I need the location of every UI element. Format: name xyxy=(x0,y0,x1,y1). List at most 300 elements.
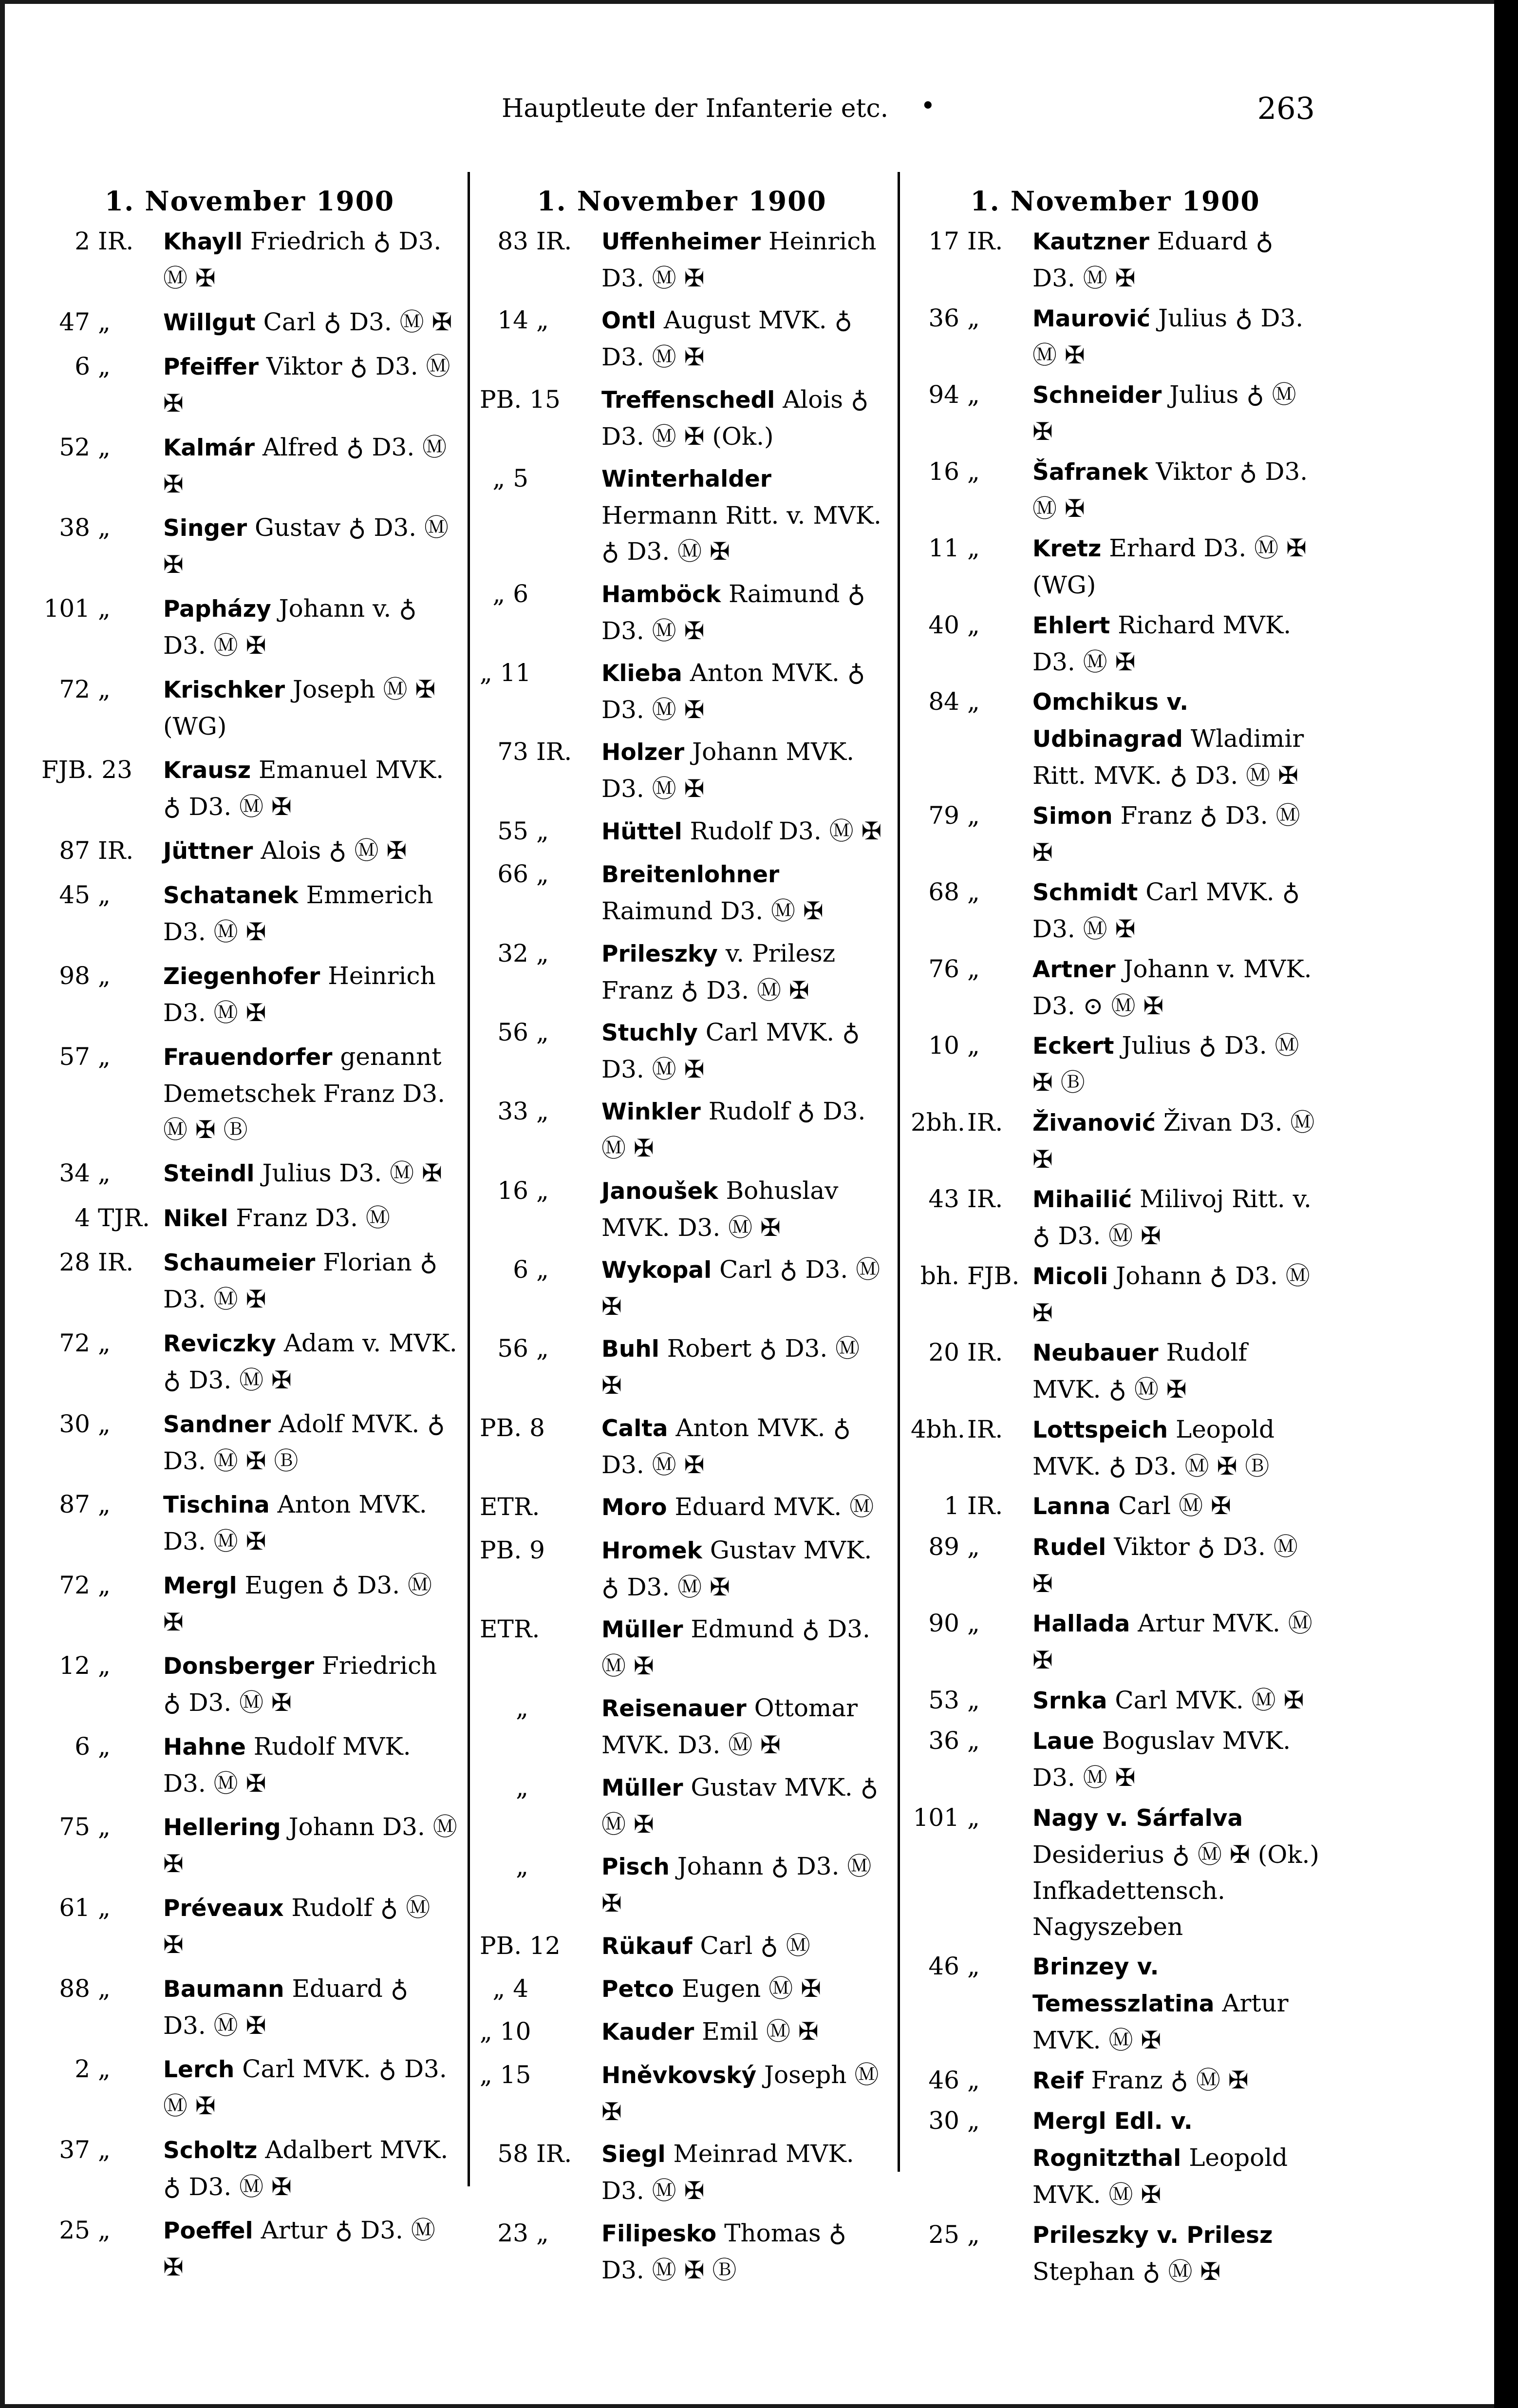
officer-details: Leopold MVK. ♁ D3. Ⓜ ✠ Ⓑ xyxy=(1032,1415,1275,1480)
unit-type: „ xyxy=(967,687,980,716)
officer-details: Julius ♁ D3. Ⓜ ✠ xyxy=(1032,303,1304,369)
unit-label xyxy=(41,877,156,913)
unit-type: IR. xyxy=(536,738,572,766)
officer-details: Emanuel MVK. ♁ D3. Ⓜ ✠ xyxy=(163,756,444,821)
officer-surname: Stuchly xyxy=(601,1019,698,1046)
entry-text xyxy=(1032,683,1320,794)
unit-number: 12 xyxy=(59,1651,90,1680)
officer-surname: Siegl xyxy=(601,2141,666,2168)
officer-surname: Tischina xyxy=(163,1492,270,1519)
entry-text xyxy=(163,671,458,744)
entry-text xyxy=(601,2136,884,2209)
list-entry xyxy=(41,1244,458,1317)
unit-number: 55 xyxy=(497,816,528,845)
officer-surname: Kauder xyxy=(601,2019,694,2046)
unit-number: PB. 12 xyxy=(480,1931,561,1960)
unit-type: IR. xyxy=(536,227,572,255)
officer-surname: Donsberger xyxy=(163,1653,315,1680)
unit-type: „ xyxy=(967,534,980,562)
list-entry xyxy=(911,874,1320,947)
officer-surname: Omchikus v. Udbinagrad xyxy=(1032,689,1189,753)
list-entry xyxy=(480,1014,884,1087)
officer-surname: Ehlert xyxy=(1032,612,1110,639)
entry-text xyxy=(601,1330,884,1403)
list-entry xyxy=(911,1723,1320,1796)
list-entry xyxy=(911,223,1320,296)
officer-surname: Ontl xyxy=(601,307,656,335)
unit-number: 17 xyxy=(928,227,959,255)
unit-number: 6 xyxy=(513,1255,528,1284)
list-entry xyxy=(41,429,458,502)
scan-edge xyxy=(1494,0,1518,2408)
list-entry xyxy=(911,1800,1320,1945)
unit-number: 30 xyxy=(59,1409,90,1438)
unit-label xyxy=(480,2215,594,2251)
entry-text xyxy=(1032,1181,1320,1254)
unit-type: „ xyxy=(98,1732,111,1761)
list-entry xyxy=(911,951,1320,1024)
list-entry xyxy=(911,377,1320,450)
officer-surname: Reviczky xyxy=(163,1330,276,1357)
unit-type: „ xyxy=(98,1490,111,1519)
officer-details: Milivoj Ritt. v. ♁ D3. Ⓜ ✠ xyxy=(1032,1185,1312,1250)
unit-number: bh. xyxy=(920,1261,959,1290)
unit-type: „ xyxy=(98,2055,111,2084)
unit-number: 61 xyxy=(59,1894,90,1922)
officer-surname: Kautzner xyxy=(1032,228,1149,255)
unit-label xyxy=(41,1039,156,1075)
unit-type: „ xyxy=(98,1813,111,1841)
unit-number: PB. 8 xyxy=(480,1413,545,1442)
entry-text xyxy=(163,1567,458,1640)
unit-number: 58 xyxy=(497,2140,528,2168)
list-entry xyxy=(41,510,458,583)
list-entry xyxy=(480,1611,884,1684)
officer-surname: Mihailić xyxy=(1032,1186,1132,1213)
entry-text xyxy=(163,1406,458,1479)
officer-surname: Schaumeier xyxy=(163,1250,316,1277)
entry-text xyxy=(601,1971,884,2008)
officer-details: Julius ♁ D3. Ⓜ ✠ Ⓑ xyxy=(1032,1031,1299,1097)
officer-surname: Breitenlohner xyxy=(601,861,780,889)
unit-number: 25 xyxy=(928,2220,959,2249)
officer-details: Viktor ♁ D3. Ⓜ ✠ xyxy=(1032,1532,1298,1598)
entry-text xyxy=(1032,377,1320,450)
list-entry xyxy=(480,1532,884,1605)
officer-surname: Singer xyxy=(163,515,247,542)
unit-number: 98 xyxy=(59,961,90,990)
unit-type: „ xyxy=(98,352,111,381)
list-entry xyxy=(911,683,1320,794)
officer-details: Johann MVK. D3. Ⓜ ✠ xyxy=(601,738,855,803)
unit-label xyxy=(41,2132,156,2168)
unit-label xyxy=(480,1690,594,1726)
unit-type: „ xyxy=(536,1176,549,1205)
unit-number: 36 xyxy=(928,303,959,332)
unit-number: 72 xyxy=(59,1571,90,1599)
unit-number: 2bh. xyxy=(911,1108,965,1137)
officer-details: Adam v. MVK. ♁ D3. Ⓜ ✠ xyxy=(163,1328,457,1394)
list-entry xyxy=(480,1489,884,1526)
officer-details: Viktor ♁ D3. Ⓜ ✠ xyxy=(163,352,450,418)
unit-number: 4 xyxy=(75,1203,90,1232)
entry-text xyxy=(1032,1488,1320,1525)
officer-surname: Frauendorfer xyxy=(163,1043,333,1071)
entry-text xyxy=(163,752,458,825)
officer-details: Johann v. MVK. D3. ⊙ Ⓜ ✠ xyxy=(1032,954,1312,1020)
unit-type: „ xyxy=(967,1609,980,1637)
unit-type: „ xyxy=(536,1334,549,1363)
unit-number: 14 xyxy=(497,306,528,335)
unit-type: „ xyxy=(536,939,549,967)
officer-surname: Kalmár xyxy=(163,434,255,461)
list-entry xyxy=(480,935,884,1008)
unit-number: 89 xyxy=(928,1532,959,1561)
list-entry xyxy=(41,1325,458,1398)
unit-type: „ xyxy=(98,594,111,623)
officer-surname: Khayll xyxy=(163,228,243,255)
officer-surname: Sandner xyxy=(163,1411,271,1438)
unit-number: 10 xyxy=(928,1031,959,1060)
officer-details: Leopold MVK. Ⓜ ✠ xyxy=(1032,2143,1288,2209)
unit-type: TJR. xyxy=(98,1203,150,1232)
officer-details: Carl ♁ Ⓜ xyxy=(700,1931,810,1960)
officer-surname: Holzer xyxy=(601,739,685,766)
entry-text xyxy=(1032,1723,1320,1796)
officer-surname: Lottspeich xyxy=(1032,1416,1168,1443)
officer-details: Carl MVK. Ⓜ ✠ xyxy=(1115,1686,1304,1714)
entry-text xyxy=(601,856,884,929)
unit-label xyxy=(41,1155,156,1191)
officer-details: Ottomar MVK. D3. Ⓜ ✠ xyxy=(601,1694,858,1760)
list-entry xyxy=(911,1948,1320,2058)
entry-text xyxy=(601,460,884,569)
entry-text xyxy=(1032,1258,1320,1331)
officer-surname: Kretz xyxy=(1032,535,1102,562)
unit-type: IR. xyxy=(967,227,1003,255)
entry-text xyxy=(601,1014,884,1087)
officer-details: Johann ♁ D3. Ⓜ ✠ xyxy=(1032,1261,1310,1327)
unit-label xyxy=(911,1605,1025,1641)
officer-surname: Ziegenhofer xyxy=(163,963,320,990)
officer-details: Franz ♁ Ⓜ ✠ xyxy=(1091,2066,1249,2094)
officer-surname: Laue xyxy=(1032,1728,1095,1755)
unit-label xyxy=(911,1027,1025,1063)
unit-label xyxy=(480,460,594,496)
unit-type: „ xyxy=(536,1097,549,1126)
unit-label xyxy=(480,381,594,417)
officer-details: Carl ♁ D3. Ⓜ ✠ xyxy=(601,1255,881,1321)
officer-surname: Pfeiffer xyxy=(163,354,259,381)
unit-type: IR. xyxy=(98,1248,134,1277)
officer-details: Friedrich ♁ D3. Ⓜ ✠ xyxy=(163,227,442,292)
unit-type: „ xyxy=(98,1328,111,1357)
unit-number: „ 15 xyxy=(480,2060,531,2089)
unit-number: 101 xyxy=(913,1803,959,1832)
unit-number: 47 xyxy=(59,307,90,336)
officer-details: Thomas ♁ D3. Ⓜ ✠ Ⓑ xyxy=(601,2218,847,2284)
unit-label xyxy=(911,2062,1025,2098)
list-entry xyxy=(911,1411,1320,1484)
officer-details: Alois ♁ Ⓜ ✠ xyxy=(261,836,407,865)
list-entry xyxy=(911,300,1320,373)
entry-text xyxy=(1032,1334,1320,1407)
officer-details: Rudolf ♁ D3. Ⓜ ✠ xyxy=(601,1097,866,1163)
list-entry xyxy=(41,223,458,296)
list-entry xyxy=(480,1173,884,1246)
unit-type: „ xyxy=(98,1974,111,2003)
entry-text xyxy=(1032,454,1320,527)
entry-text xyxy=(163,590,458,664)
unit-label xyxy=(480,1769,594,1805)
officer-details: Hermann Ritt. v. MVK. ♁ D3. Ⓜ ✠ xyxy=(601,501,881,566)
list-entry xyxy=(480,1928,884,1965)
unit-type: „ xyxy=(967,2220,980,2249)
unit-label xyxy=(911,607,1025,643)
officer-surname: Winterhalder xyxy=(601,466,771,493)
unit-number: 40 xyxy=(928,610,959,639)
unit-number: 87 xyxy=(59,836,90,865)
officer-details: Julius D3. Ⓜ ✠ xyxy=(262,1159,442,1188)
unit-type: IR. xyxy=(967,1108,1003,1137)
unit-number: „ xyxy=(516,1694,528,1723)
officer-surname: Lerch xyxy=(163,2056,235,2084)
officer-details: Eugen ♁ D3. Ⓜ ✠ xyxy=(163,1571,432,1636)
unit-type: „ xyxy=(98,1894,111,1922)
officer-surname: Reisenauer xyxy=(601,1695,747,1723)
unit-label xyxy=(480,2013,594,2049)
list-entry xyxy=(911,454,1320,527)
entry-text xyxy=(1032,1948,1320,2058)
entry-text xyxy=(601,2057,884,2130)
officer-details: Adolf MVK. ♁ D3. Ⓜ ✠ Ⓑ xyxy=(163,1409,445,1475)
entry-text xyxy=(163,1200,458,1237)
entry-text xyxy=(163,1971,458,2044)
unit-number: PB. 15 xyxy=(480,385,561,414)
entry-text xyxy=(1032,2217,1320,2290)
unit-label xyxy=(911,1529,1025,1565)
officer-details: Eduard ♁ D3. Ⓜ ✠ xyxy=(163,1974,409,2040)
unit-label xyxy=(911,530,1025,566)
officer-surname: Srnka xyxy=(1032,1687,1107,1714)
list-entry xyxy=(480,1769,884,1842)
unit-type: „ xyxy=(967,610,980,639)
list-entry xyxy=(41,2212,458,2285)
entry-list xyxy=(41,223,458,2285)
unit-number: 32 xyxy=(497,939,528,967)
officer-surname: Reif xyxy=(1032,2067,1084,2094)
list-entry xyxy=(41,1567,458,1640)
officer-details: Meinrad MVK. D3. Ⓜ ✠ xyxy=(601,2140,854,2205)
entry-text xyxy=(1032,874,1320,947)
unit-number: 88 xyxy=(59,1974,90,2003)
list-entry xyxy=(41,1809,458,1882)
unit-type: „ xyxy=(967,878,980,906)
entry-text xyxy=(1032,1800,1320,1945)
unit-number: ETR. xyxy=(480,1615,540,1644)
unit-label xyxy=(41,1648,156,1684)
unit-label xyxy=(911,683,1025,720)
entry-text xyxy=(601,302,884,375)
officer-surname: Mergl xyxy=(163,1572,237,1599)
officer-surname: Hněvkovský xyxy=(601,2062,757,2089)
entry-text xyxy=(163,1809,458,1882)
list-entry xyxy=(41,590,458,664)
unit-label xyxy=(480,935,594,971)
list-entry xyxy=(41,1155,458,1192)
unit-label xyxy=(480,1173,594,1209)
officer-details: Franz D3. Ⓜ xyxy=(236,1203,390,1232)
list-entry xyxy=(41,958,458,1031)
officer-details: Florian ♁ D3. Ⓜ ✠ xyxy=(163,1248,438,1314)
unit-number: PB. 9 xyxy=(480,1536,545,1564)
officer-details: Emmerich D3. Ⓜ ✠ xyxy=(163,881,433,947)
unit-number: 56 xyxy=(497,1018,528,1046)
unit-label xyxy=(911,1334,1025,1370)
entry-text xyxy=(601,1532,884,1605)
entry-text xyxy=(163,1325,458,1398)
unit-label xyxy=(911,1723,1025,1759)
officer-surname: Hüttel xyxy=(601,818,682,845)
unit-label xyxy=(480,1410,594,1446)
list-entry xyxy=(480,576,884,649)
officer-surname: Krausz xyxy=(163,757,251,784)
unit-number: 83 xyxy=(497,227,528,255)
unit-number: 38 xyxy=(59,513,90,542)
officer-details: Erhard D3. Ⓜ ✠ (WG) xyxy=(1032,534,1307,599)
unit-label xyxy=(911,1948,1025,1984)
unit-label xyxy=(41,1728,156,1764)
unit-type: IR. xyxy=(967,1492,1003,1520)
unit-type: „ xyxy=(98,1042,111,1071)
officer-details: Franz ♁ D3. Ⓜ ✠ xyxy=(1032,801,1300,867)
unit-label xyxy=(41,510,156,546)
officer-details: August MVK. ♁ D3. Ⓜ ✠ xyxy=(601,306,853,372)
column-heading: 1. November 1900 xyxy=(537,185,827,217)
list-entry xyxy=(911,2217,1320,2290)
unit-number: 66 xyxy=(497,860,528,889)
unit-number: 2 xyxy=(75,2055,90,2084)
list-entry xyxy=(41,1971,458,2044)
list-entry xyxy=(911,2103,1320,2213)
list-entry xyxy=(911,1682,1320,1719)
entry-text xyxy=(163,2132,458,2205)
unit-label xyxy=(41,304,156,340)
unit-label xyxy=(480,302,594,338)
officer-surname: Hallada xyxy=(1032,1611,1130,1637)
unit-label xyxy=(480,1489,594,1525)
unit-label xyxy=(41,1971,156,2007)
unit-number: 72 xyxy=(59,1328,90,1357)
header-dot: • xyxy=(920,92,936,121)
officer-surname: Buhl xyxy=(601,1336,659,1363)
officer-surname: Papházy xyxy=(163,595,271,623)
unit-label xyxy=(911,223,1025,259)
list-entry xyxy=(911,1334,1320,1407)
officer-surname: Filipesko xyxy=(601,2220,717,2247)
unit-type: „ xyxy=(98,307,111,336)
list-entry xyxy=(41,833,458,870)
list-entry xyxy=(41,1728,458,1801)
entry-text xyxy=(601,813,884,850)
unit-type: „ xyxy=(967,2106,980,2135)
unit-label xyxy=(911,1682,1025,1718)
unit-type: „ xyxy=(536,860,549,889)
entry-text xyxy=(1032,2103,1320,2213)
officer-details: Carl MVK. ♁ D3. Ⓜ ✠ xyxy=(1032,878,1300,943)
entry-text xyxy=(1032,530,1320,603)
list-entry xyxy=(911,1529,1320,1602)
unit-label xyxy=(911,1258,1025,1294)
officer-details: Artur ♁ D3. Ⓜ ✠ xyxy=(163,2216,435,2282)
entry-text xyxy=(601,655,884,728)
officer-surname: Scholtz xyxy=(163,2137,258,2164)
entry-list xyxy=(911,223,1320,2290)
officer-details: Rudolf MVK. ♁ Ⓜ ✠ xyxy=(1032,1338,1247,1403)
officer-details: Raimund ♁ D3. Ⓜ ✠ xyxy=(601,579,865,645)
unit-label xyxy=(41,1567,156,1603)
unit-label xyxy=(911,1181,1025,1217)
unit-label xyxy=(911,2103,1025,2139)
officer-surname: Baumann xyxy=(163,1975,284,2003)
entry-text xyxy=(601,223,884,296)
unit-label xyxy=(41,1200,156,1236)
entry-text xyxy=(163,348,458,421)
officer-details: Alois ♁ D3. Ⓜ ✠ (Ok.) xyxy=(601,385,869,451)
unit-label xyxy=(480,1532,594,1568)
unit-label xyxy=(480,1330,594,1366)
list-entry xyxy=(41,1200,458,1237)
unit-label xyxy=(41,2051,156,2087)
entry-text xyxy=(163,510,458,583)
officer-details: v. Prilesz Franz ♁ D3. Ⓜ ✠ xyxy=(601,939,836,1005)
officer-details: Eugen Ⓜ ✠ xyxy=(681,1974,822,2003)
officer-surname: Maurović xyxy=(1032,305,1151,332)
unit-type: „ xyxy=(967,1726,980,1755)
officer-details: Bohuslav MVK. D3. Ⓜ ✠ xyxy=(601,1176,839,1242)
unit-label xyxy=(911,1800,1025,1836)
list-entry xyxy=(480,813,884,850)
entry-text xyxy=(163,1244,458,1317)
list-entry xyxy=(41,1648,458,1721)
unit-label xyxy=(480,1014,594,1050)
unit-number: 101 xyxy=(43,594,90,623)
list-entry xyxy=(911,530,1320,603)
unit-number: 30 xyxy=(928,2106,959,2135)
entry-text xyxy=(1032,1027,1320,1100)
unit-type: „ xyxy=(98,961,111,990)
officer-details: Stephan ♁ Ⓜ ✠ xyxy=(1032,2257,1221,2286)
officer-details: Emil Ⓜ ✠ xyxy=(702,2017,819,2046)
officer-details: Robert ♁ D3. Ⓜ ✠ xyxy=(601,1334,860,1400)
entry-text xyxy=(601,2013,884,2050)
list-entry xyxy=(41,2132,458,2205)
officer-surname: Pisch xyxy=(601,1854,670,1881)
list-entry xyxy=(41,752,458,825)
list-entry xyxy=(480,2136,884,2209)
officer-details: Johann ♁ D3. Ⓜ ✠ xyxy=(601,1852,872,1918)
officer-details: Rudolf D3. Ⓜ ✠ xyxy=(690,816,882,845)
unit-label xyxy=(911,377,1025,413)
unit-type: „ xyxy=(98,1651,111,1680)
unit-number: „ xyxy=(516,1852,528,1881)
unit-type: IR. xyxy=(967,1415,1003,1443)
officer-details: Rudolf ♁ Ⓜ ✠ xyxy=(163,1894,431,1959)
unit-number: 90 xyxy=(928,1609,959,1637)
unit-label xyxy=(480,856,594,892)
list-column xyxy=(911,179,1320,2298)
unit-number: 75 xyxy=(59,1813,90,1841)
